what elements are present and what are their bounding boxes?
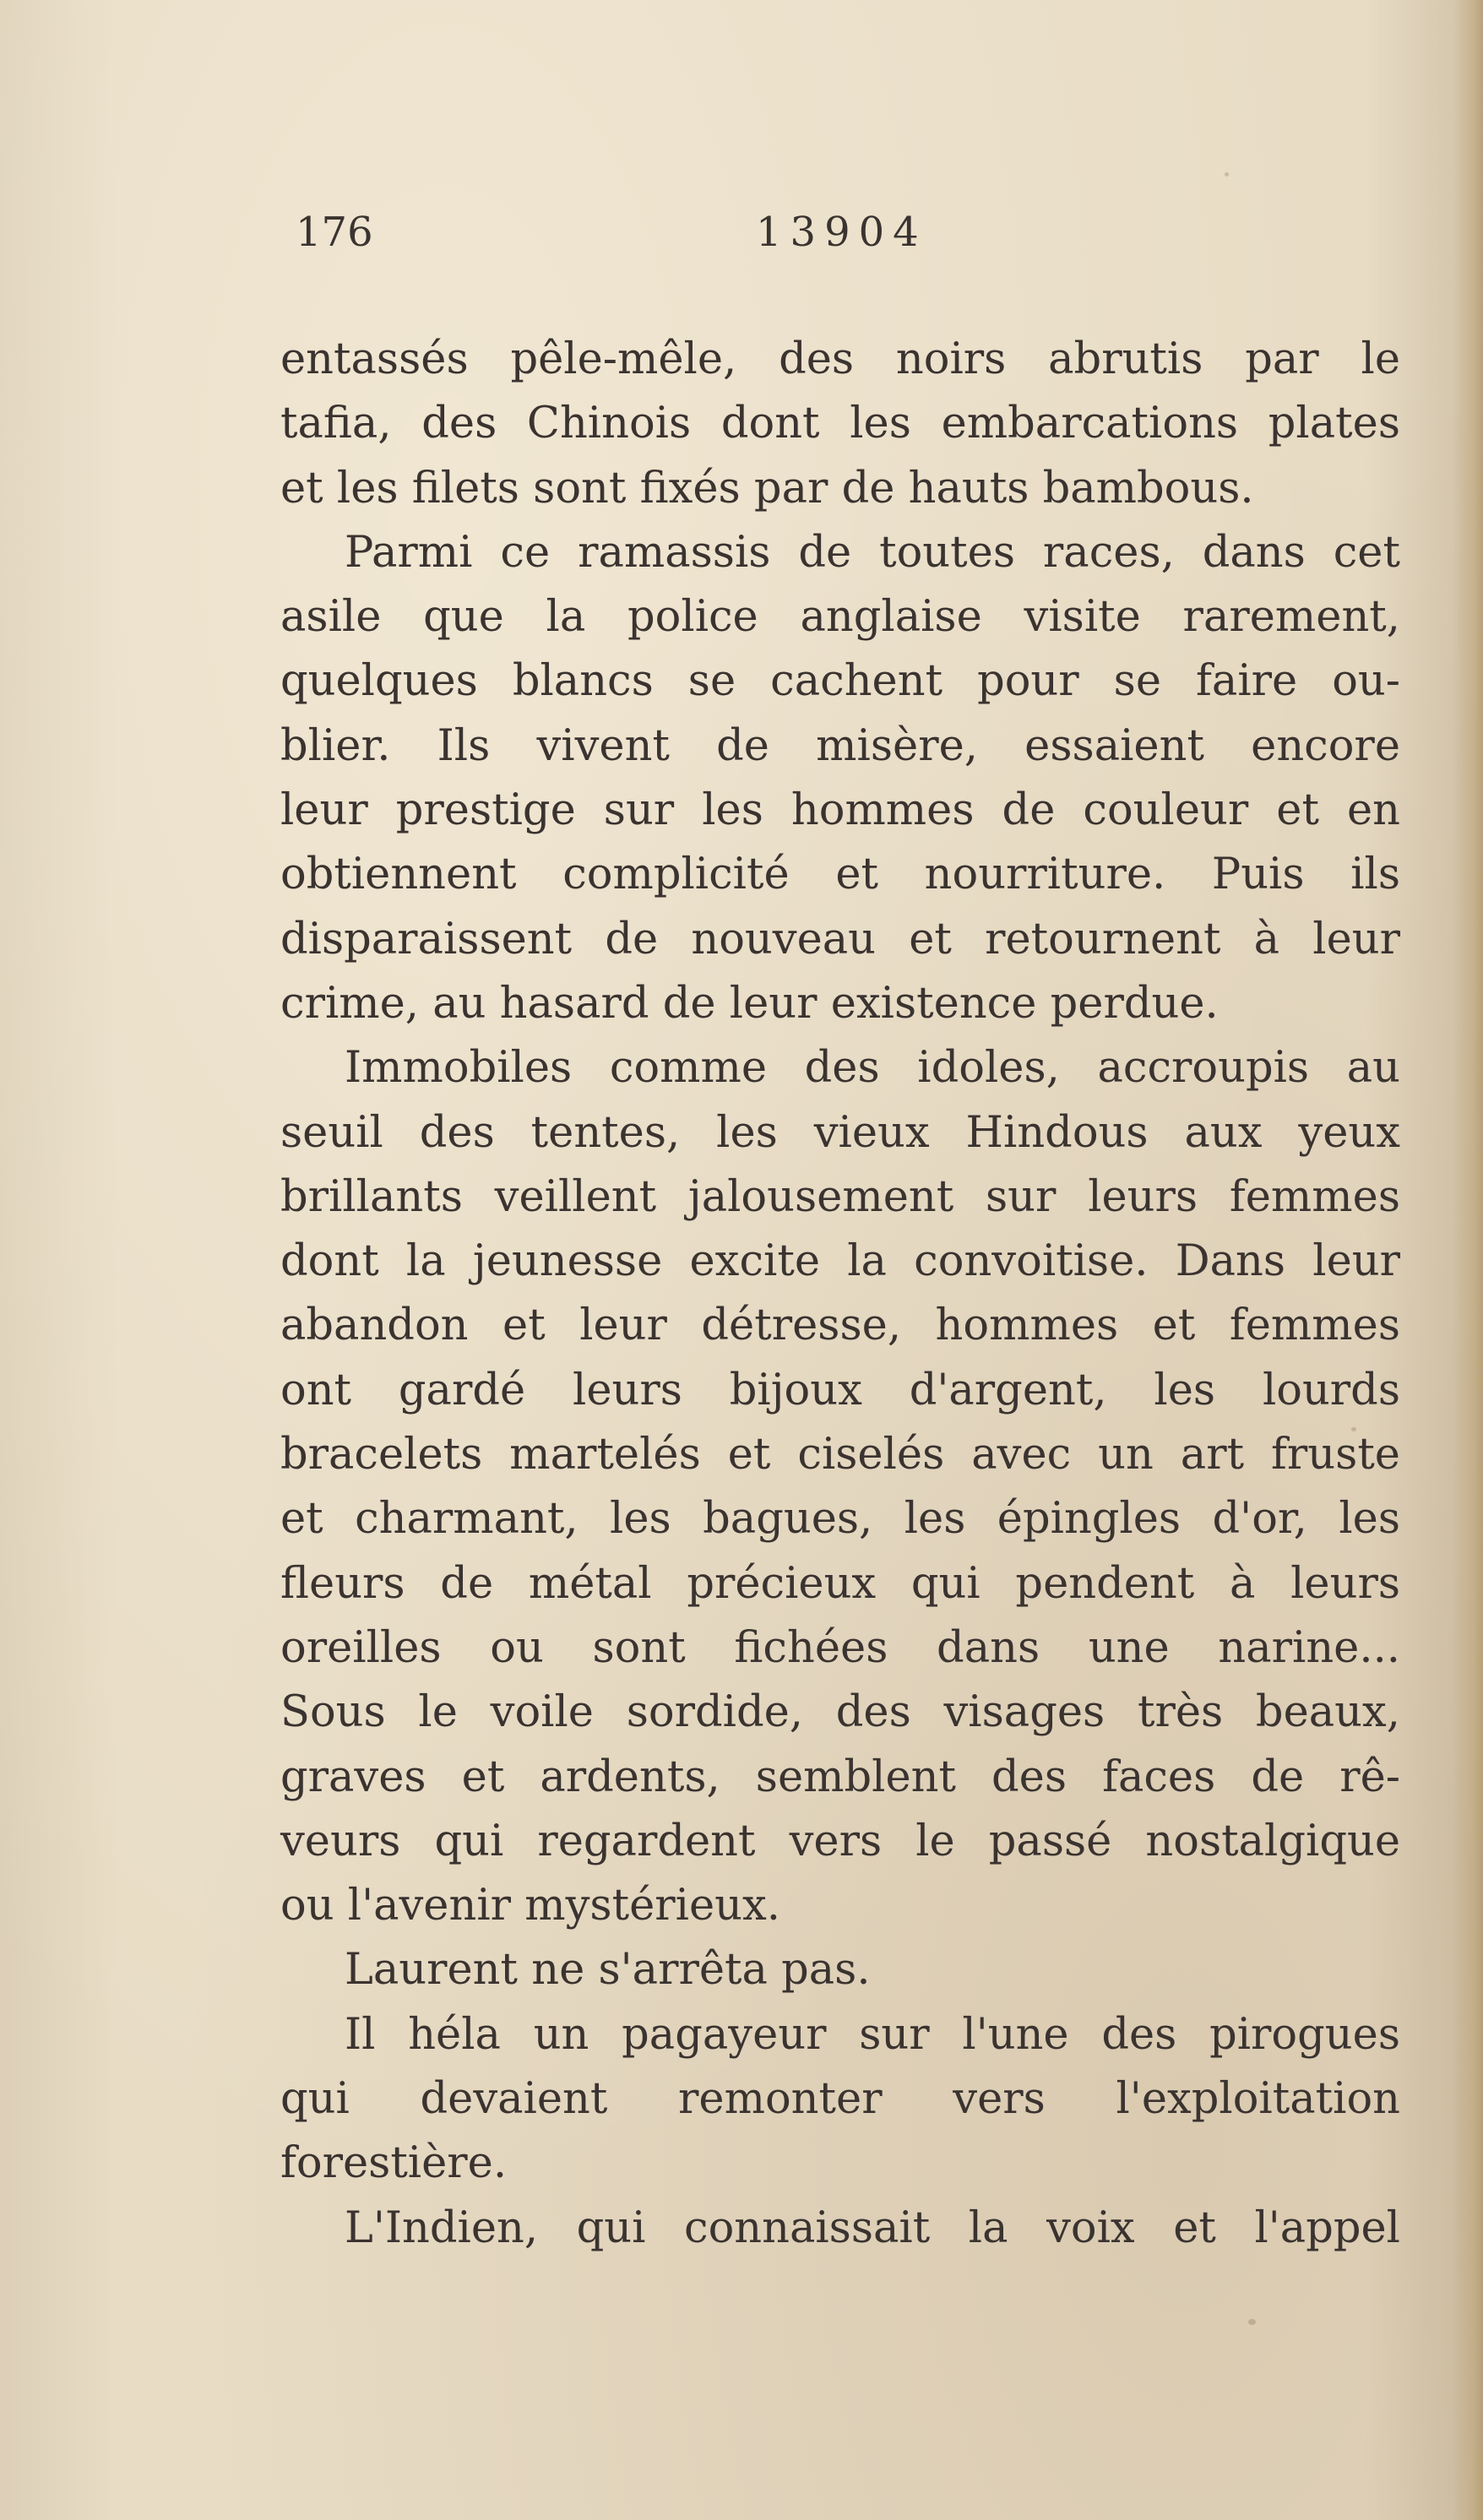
text-line: et les filets sont fixés par de hauts bambous. xyxy=(280,463,1254,513)
text-line: disparaissent de nouveau et retournent à leur xyxy=(280,914,1400,964)
text-line: Laurent ne s'arrêta pas. xyxy=(345,1945,871,1996)
text-line: leur prestige sur les hommes de couleur et en xyxy=(280,785,1400,836)
text-line: dont la jeunesse excite la convoitise. Dans leur xyxy=(280,1236,1400,1287)
text-line: tafia, des Chinois dont les embarcations plates xyxy=(280,399,1400,449)
text-line: blier. Ils vivent de misère, essaient encore xyxy=(280,720,1400,771)
text-line: forestière. xyxy=(280,2138,508,2189)
paper-speck xyxy=(1248,2319,1256,2325)
text-line: crime, au hasard de leur existence perdue. xyxy=(280,978,1219,1029)
text-line: veurs qui regardent vers le passé nostalgique xyxy=(280,1816,1400,1866)
text-line: ont gardé leurs bijoux d'argent, les lourds xyxy=(280,1365,1400,1415)
paper-speck xyxy=(1225,172,1229,177)
page-edge-shadow xyxy=(1453,0,1483,2520)
text-line: fleurs de métal précieux qui pendent à leurs xyxy=(280,1558,1400,1609)
text-line: Sous le voile sordide, des visages très beaux, xyxy=(280,1687,1400,1738)
body-text xyxy=(280,328,1400,2261)
running-title: 13904 xyxy=(756,209,927,256)
text-line: Parmi ce ramassis de toutes races, dans cet xyxy=(345,527,1400,578)
text-line: obtiennent complicité et nourriture. Puis ils xyxy=(280,850,1400,900)
text-line: bracelets martelés et ciselés avec un art fruste xyxy=(280,1430,1400,1480)
text-line: entassés pêle-mêle, des noirs abrutis par le xyxy=(280,334,1400,384)
text-line: ou l'avenir mystérieux. xyxy=(280,1881,780,1931)
page-number: 176 xyxy=(296,209,373,256)
text-line: brillants veillent jalousement sur leurs femmes xyxy=(280,1171,1400,1222)
paper-speck xyxy=(1351,1427,1356,1431)
text-line: Immobiles comme des idoles, accroupis au xyxy=(345,1043,1400,1094)
text-line: asile que la police anglaise visite rarement, xyxy=(280,592,1400,643)
text-line: qui devaient remonter vers l'exploitation xyxy=(280,2074,1400,2125)
text-line: seuil des tentes, les vieux Hindous aux yeux xyxy=(280,1107,1400,1158)
text-line: et charmant, les bagues, les épingles d'or, les xyxy=(280,1494,1400,1545)
page-header xyxy=(296,203,1393,262)
text-line: Il héla un pagayeur sur l'une des pirogues xyxy=(345,2009,1400,2060)
text-line: L'Indien, qui connaissait la voix et l'appel xyxy=(345,2202,1400,2253)
text-line: abandon et leur détresse, hommes et femmes xyxy=(280,1301,1400,1351)
text-line: oreilles ou sont fichées dans une narine... xyxy=(280,1622,1400,1673)
text-line: quelques blancs se cachent pour se faire ou- xyxy=(280,656,1400,707)
text-line: graves et ardents, semblent des faces de rê- xyxy=(280,1752,1400,1802)
